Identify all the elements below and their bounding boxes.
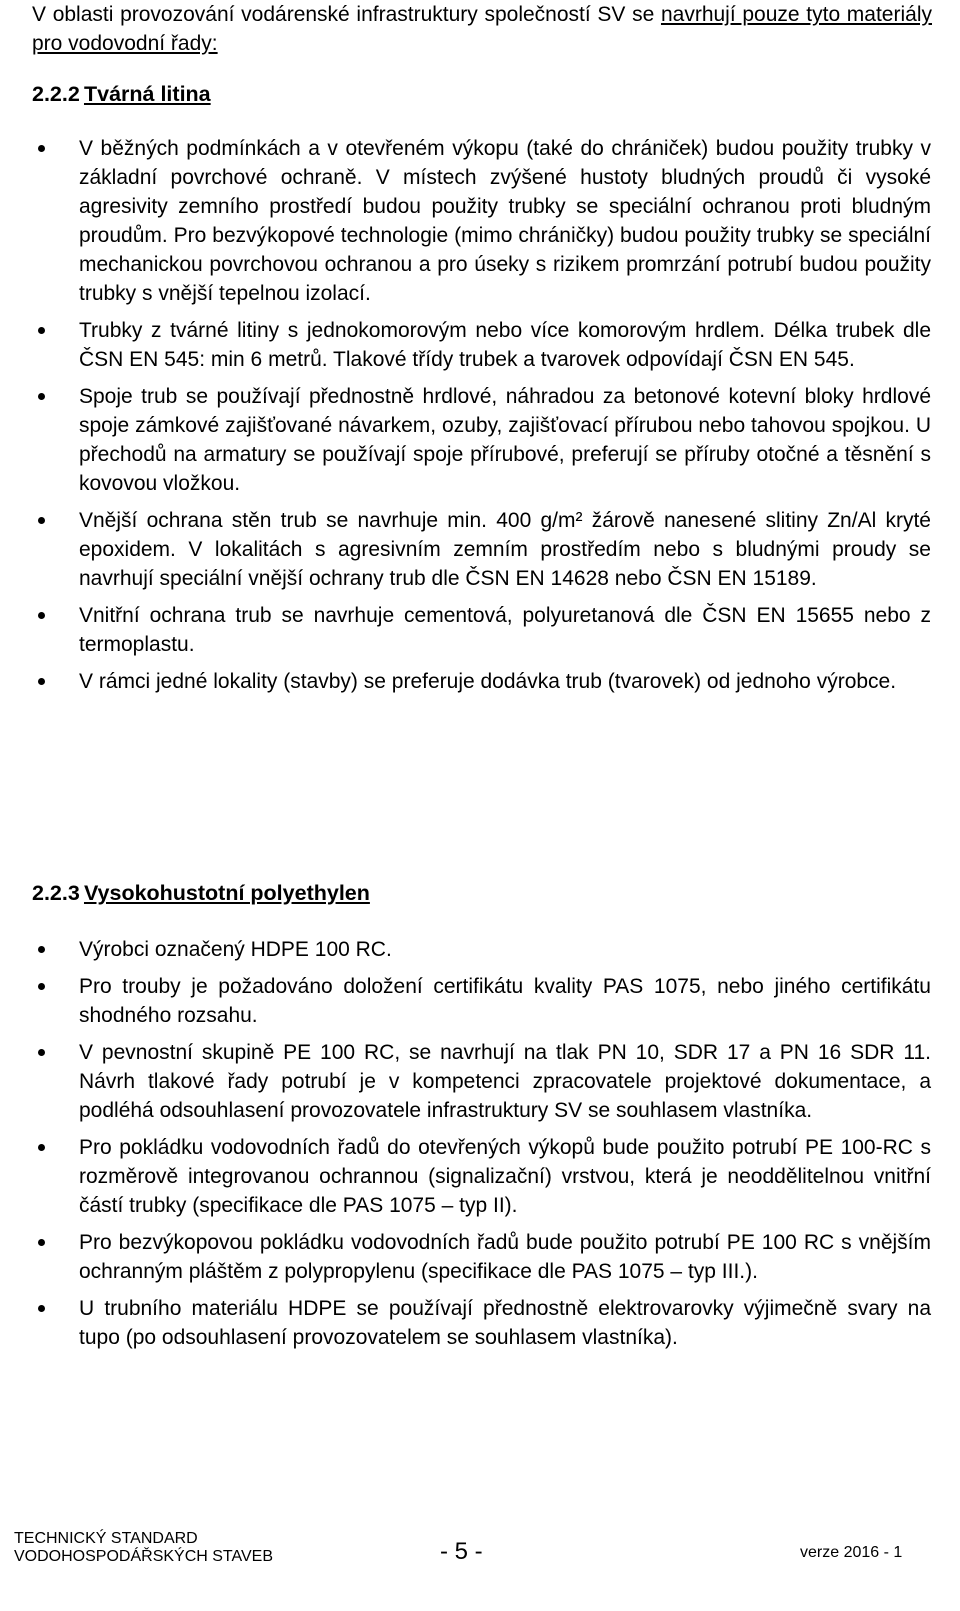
list-item	[0, 601, 931, 659]
intro-text: V oblasti provozování vodárenské infrastruktury společností SV se	[32, 3, 661, 26]
list-item-text: Vnější ochrana stěn trub se navrhuje min. 400 g/m² žárově nanesené slitiny Zn/Al kryté epoxidem. V lokalitách s agresivním zemním prostředím nebo s bludnými proudy se navrhují speciální vnější ochrany trub dle ČSN EN 14628 nebo ČSN EN 15189.	[79, 509, 931, 590]
list-item	[0, 506, 931, 593]
list-item-text: Pro trouby je požadováno doložení certifikátu kvality PAS 1075, nebo jiného certifikátu shodného rozsahu.	[79, 975, 931, 1027]
list-item	[0, 972, 931, 1030]
list-item-text: V rámci jedné lokality (stavby) se preferuje dodávka trub (tvarovek) od jednoho výrobce.	[79, 670, 897, 693]
bullet-icon	[38, 946, 45, 953]
section-heading-2-2-2	[32, 80, 211, 108]
list-item-text: Trubky z tvárné litiny s jednokomorovým nebo více komorovým hrdlem. Délka trubek dle ČSN EN 545: min 6 metrů. Tlakové třídy trubek a tvarovek odpovídají ČSN EN 545.	[79, 319, 931, 371]
list-item	[0, 667, 931, 696]
footer-document-title	[14, 1530, 273, 1566]
intro-paragraph	[32, 0, 932, 58]
list-item	[0, 1294, 931, 1352]
list-item	[0, 316, 931, 374]
list-item-text: Výrobci označený HDPE 100 RC.	[79, 938, 392, 961]
bullet-icon	[38, 145, 45, 152]
section-heading-2-2-3	[32, 879, 370, 907]
list-item-text: Pro bezvýkopovou pokládku vodovodních řadů bude použito potrubí PE 100 RC s vnějším ochranným pláštěm z polypropylenu (specifikace dle PAS 1075 – typ III.).	[79, 1231, 931, 1283]
list-item-text: Pro pokládku vodovodních řadů do otevřených výkopů bude použito potrubí PE 100-RC s rozměrově integrovanou ochrannou (signalizační) vrstvou, která je neoddělitelnou vnitřní částí trubky (specifikace dle PAS 1075 – typ II).	[79, 1136, 931, 1217]
bullet-list-hdpe	[0, 935, 960, 1352]
bullet-icon	[38, 983, 45, 990]
list-item	[0, 1228, 931, 1286]
footer-title-line-2: VODOHOSPODÁŘSKÝCH STAVEB	[14, 1548, 274, 1565]
list-item	[0, 382, 931, 498]
section-title: Vysokohustotní polyethylen	[83, 881, 370, 905]
list-item	[0, 935, 931, 964]
intro-underlined-text: navrhují pouze tyto materiály pro vodovodní řady:	[32, 3, 932, 55]
page-number: - 5 -	[440, 1538, 483, 1565]
section-title: Tvárná litina	[83, 82, 211, 106]
bullet-icon	[38, 1305, 45, 1312]
footer-version: verze 2016 - 1	[800, 1544, 903, 1561]
list-item-text: U trubního materiálu HDPE se používají přednostně elektrovarovky výjimečně svary na tupo (po odsouhlasení provozovatelem se souhlasem vlastníka).	[79, 1297, 931, 1349]
bullet-icon	[38, 678, 45, 685]
bullet-icon	[38, 1049, 45, 1056]
list-item-text: V pevnostní skupině PE 100 RC, se navrhují na tlak PN 10, SDR 17 a PN 16 SDR 11. Návrh tlakové řady potrubí je v kompetenci zpracovatele projektové dokumentace, a podléhá odsouhlasení provozovatele infrastruktury SV se souhlasem vlastníka.	[79, 1041, 931, 1122]
list-item-text: V běžných podmínkách a v otevřeném výkopu (také do chrániček) budou použity trubky v základní povrchové ochraně. V místech zvýšené hustoty bludných proudů či vysoké agresivity zemního prostředí budou použity trubky se speciální ochranou proti bludným proudům. Pro bezvýkopové technologie (mimo chráničky) budou použity trubky se speciální mechanickou povrchovou ochranou a pro úseky s rizikem promrzání potrubí budou použity trubky s vnější tepelnou izolací.	[79, 137, 931, 305]
bullet-icon	[38, 517, 45, 524]
bullet-icon	[38, 1239, 45, 1246]
bullet-icon	[38, 1144, 45, 1151]
bullet-icon	[38, 612, 45, 619]
list-item	[0, 1133, 931, 1220]
footer-title-line-1: TECHNICKÝ STANDARD	[14, 1530, 198, 1547]
bullet-list-ductile-iron	[0, 134, 960, 696]
list-item	[0, 134, 931, 308]
bullet-icon	[38, 393, 45, 400]
section-number: 2.2.3	[32, 881, 80, 905]
section-number: 2.2.2	[32, 82, 80, 106]
list-item-text: Vnitřní ochrana trub se navrhuje cementová, polyuretanová dle ČSN EN 15655 nebo z termoplastu.	[79, 604, 931, 656]
list-item-text: Spoje trub se používají přednostně hrdlové, náhradou za betonové kotevní bloky hrdlové spoje zámkové zajišťované návarkem, ozuby, zajišťovací přírubou nebo tahovou spojkou. U přechodů na armatury se používají spoje přírubové, preferují se příruby otočné a těsnění s kovovou vložkou.	[79, 385, 931, 495]
bullet-icon	[38, 327, 45, 334]
list-item	[0, 1038, 931, 1125]
